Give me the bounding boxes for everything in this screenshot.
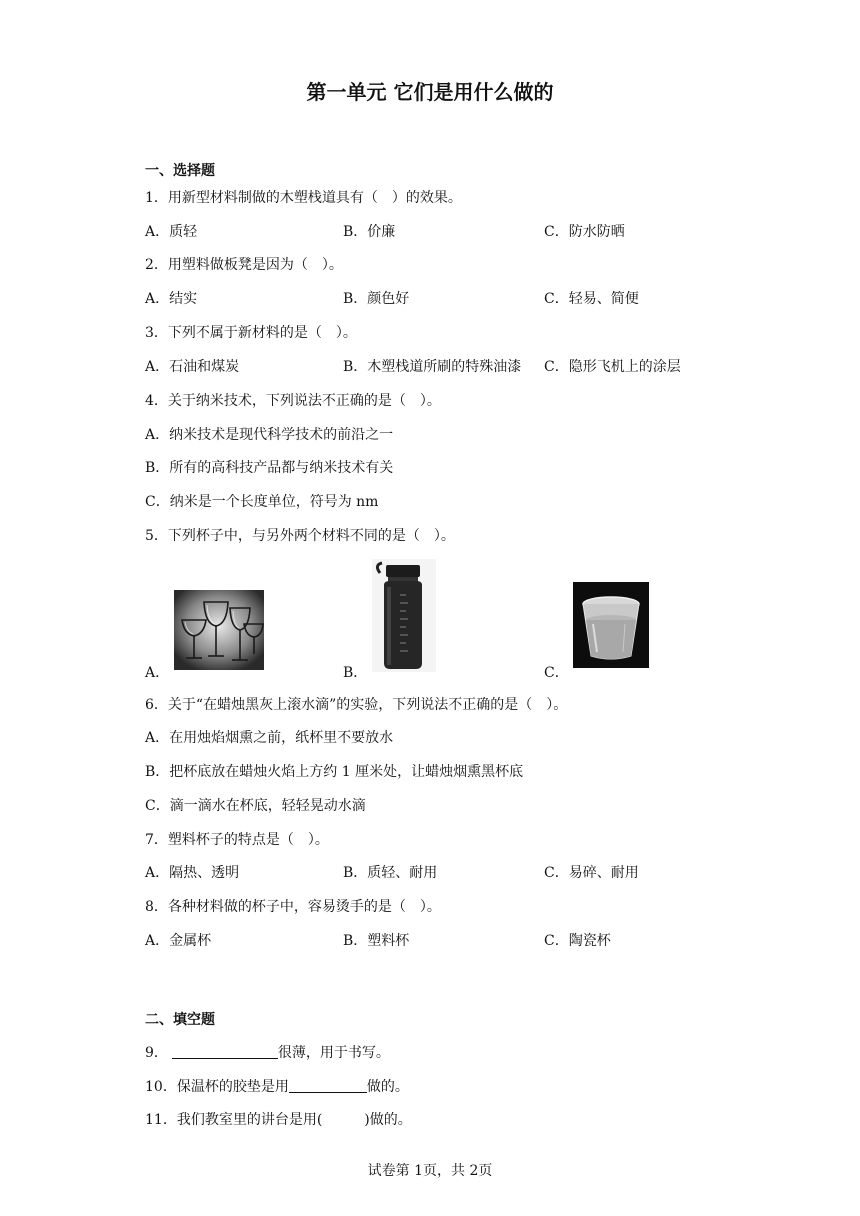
- q10-text-before: 10．保温杯的胶垫是用: [145, 1079, 289, 1095]
- plastic-cup-image: [573, 582, 649, 668]
- q2-option-c: C．轻易、简便: [544, 291, 639, 307]
- question-2: 2．用塑料做板凳是因为（ ）。: [145, 257, 343, 273]
- wine-glasses-image: [174, 590, 264, 670]
- q3-option-b: B．木塑栈道所刷的特殊油漆: [343, 359, 522, 375]
- section-choice-heading: 一、选择题: [145, 163, 215, 179]
- page-title: 第一单元 它们是用什么做的: [306, 80, 554, 104]
- q2-option-b: B．颜色好: [343, 291, 410, 307]
- question-6: 6．关于“在蜡烛黑灰上滚水滴”的实验，下列说法不正确的是（ ）。: [145, 697, 568, 713]
- q7-option-b: B．质轻、耐用: [343, 865, 438, 881]
- section-fill-heading: 二、填空题: [145, 1012, 215, 1028]
- q6-option-b: B．把杯底放在蜡烛火焰上方约 1 厘米处，让蜡烛烟熏黑杯底: [145, 764, 524, 780]
- q8-option-b: B．塑料杯: [343, 933, 410, 949]
- q1-option-c: C．防水防晒: [544, 224, 625, 240]
- q3-option-a: A．石油和煤炭: [145, 359, 240, 375]
- q5-option-b: B．: [343, 665, 368, 681]
- q9-blank[interactable]: [172, 1044, 278, 1059]
- q10-text-after: 做的。: [366, 1079, 409, 1095]
- question-4: 4．关于纳米技术，下列说法不正确的是（ ）。: [145, 393, 441, 409]
- q4-option-c: C．纳米是一个长度单位，符号为 nm: [145, 494, 379, 510]
- question-1: 1．用新型材料制做的木塑栈道具有（ ）的效果。: [145, 190, 462, 206]
- q7-option-a: A．隔热、透明: [145, 865, 240, 881]
- plastic-bottle-image: [372, 559, 436, 672]
- question-7: 7．塑料杯子的特点是（ ）。: [145, 832, 329, 848]
- q5-option-c: C．: [544, 665, 569, 681]
- q6-option-c: C．滴一滴水在杯底，轻轻晃动水滴: [145, 798, 366, 814]
- q1-option-a: A．质轻: [145, 224, 198, 240]
- q9-number: 9．: [145, 1045, 168, 1061]
- question-8: 8．各种材料做的杯子中，容易烫手的是（ ）。: [145, 899, 441, 915]
- q10-blank[interactable]: [289, 1078, 367, 1093]
- q7-option-c: C．易碎、耐用: [544, 865, 639, 881]
- q4-option-b: B．所有的高科技产品都与纳米技术有关: [145, 460, 394, 476]
- question-10: [145, 1076, 409, 1096]
- q6-option-a: A．在用烛焰烟熏之前，纸杯里不要放水: [145, 730, 394, 746]
- q2-option-a: A．结实: [145, 291, 198, 307]
- question-9: [145, 1042, 390, 1062]
- question-11: 11．我们教室里的讲台是用( )做的。: [145, 1112, 412, 1128]
- q1-option-b: B．价廉: [343, 224, 396, 240]
- question-5: 5．下列杯子中，与另外两个材料不同的是（ ）。: [145, 528, 455, 544]
- q9-text: 很薄，用于书写。: [277, 1045, 390, 1061]
- page-footer: 试卷第 1页，共 2页: [367, 1163, 493, 1179]
- q3-option-c: C．隐形飞机上的涂层: [544, 359, 681, 375]
- q8-option-c: C．陶瓷杯: [544, 933, 611, 949]
- q4-option-a: A．纳米技术是现代科学技术的前沿之一: [145, 427, 394, 443]
- q5-option-a: A．: [145, 665, 170, 681]
- question-3: 3．下列不属于新材料的是（ ）。: [145, 325, 357, 341]
- q8-option-a: A．金属杯: [145, 933, 212, 949]
